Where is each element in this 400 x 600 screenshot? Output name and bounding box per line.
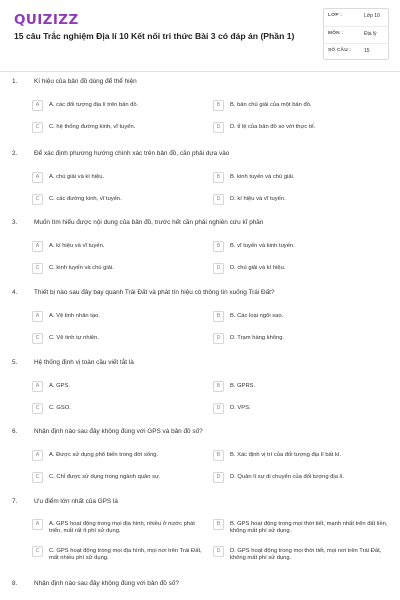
option-text: C. các đường kinh, vĩ tuyến. [49,196,122,202]
answer-option-c[interactable] [32,403,205,417]
option-letter-badge: C [32,333,43,344]
question-number: 7. [12,498,18,505]
question-text: Nhận định nào sau đây không đúng với GPS và bản đồ số? [34,428,203,435]
option-letter-badge: D [213,546,224,557]
option-text: D. VPS. [230,405,251,411]
answer-option-c[interactable] [32,194,205,208]
question-number: 4. [12,289,18,296]
question-text: Hệ thống định vị toàn cầu viết tắt là [34,359,134,366]
option-letter-badge: C [32,403,43,414]
answer-option-d[interactable] [213,403,388,417]
option-text: A. GPS hoạt động trong mọi địa hình, nhiều ở nước phát triển, mất rất ít phí sử dụng. [49,521,195,535]
page-title: 15 câu Trắc nghiệm Địa lí 10 Kết nối tri thức Bài 3 có đáp án (Phần 1) [14,31,295,41]
answer-option-b[interactable] [213,381,388,395]
answer-option-c[interactable] [32,472,205,486]
option-text: C. hệ thống đường kinh, vĩ tuyến. [49,124,136,130]
answer-option-a[interactable] [32,241,205,255]
answer-option-c[interactable] [32,546,205,568]
option-text: D. GPS hoạt động trong mọi thời tiết, mọi nơi trên Trái Đất, không mất phí sử dụng. [230,548,382,562]
info-value: Lớp 10 [364,13,380,19]
answer-option-d[interactable] [213,546,388,568]
option-letter-badge: B [213,519,224,530]
option-text: A. GPS. [49,383,70,389]
option-text: A. Được sử dụng phổ biến trong đời sống. [49,452,159,458]
answer-option-b[interactable] [213,311,388,325]
option-text: D. Trạm hàng không. [230,335,285,341]
option-letter-badge: A [32,519,43,530]
option-letter-badge: D [213,403,224,414]
option-text: D. Quản lí sự di chuyển của đối tượng địa lí. [230,474,345,480]
answer-option-b[interactable] [213,100,388,114]
question-text: Muốn tìm hiểu được nội dung của bản đồ, trước hết cần phải nghiên cứu kĩ phần [34,219,264,226]
question-number: 5. [12,359,18,366]
answer-option-b[interactable] [213,241,388,255]
option-text: A. Vệ tinh nhân tạo. [49,313,100,319]
option-text: B. Các loại ngôi sao. [230,313,284,319]
header [0,0,400,76]
option-letter-badge: C [32,194,43,205]
option-text: B. bản chú giải của một bản đồ. [230,102,312,108]
answer-option-d[interactable] [213,333,388,347]
option-letter-badge: B [213,381,224,392]
option-letter-badge: B [213,311,224,322]
answer-option-c[interactable] [32,122,205,136]
question-number: 1. [12,78,18,85]
question-number: 2. [12,150,18,157]
info-label: MÔN : [328,30,344,36]
question-text: Thiết bị nào sau đây bay quanh Trái Đất và phát tín hiệu có thông tin xuống Trái Đất? [34,289,275,296]
answer-option-a[interactable] [32,172,205,186]
quizizz-logo: QUIZIZZ [14,12,79,28]
answer-option-a[interactable] [32,519,205,541]
option-letter-badge: A [32,100,43,111]
answer-option-d[interactable] [213,263,388,277]
option-letter-badge: A [32,172,43,183]
option-letter-badge: C [32,546,43,557]
option-text: B. GPRS. [230,383,256,389]
answer-option-d[interactable] [213,194,388,208]
option-text: D. chú giải và kí hiệu. [230,265,286,271]
option-letter-badge: D [213,472,224,483]
option-letter-badge: C [32,472,43,483]
question-text: Nhận định nào sau đây không đúng với bản đồ số? [34,580,179,587]
question-number: 6. [12,428,18,435]
info-label: SỐ CÂU : [328,48,352,54]
option-letter-badge: D [213,333,224,344]
answer-option-b[interactable] [213,519,388,541]
option-letter-badge: C [32,263,43,274]
answer-option-a[interactable] [32,450,205,464]
option-letter-badge: A [32,381,43,392]
option-text: A. các đối tượng địa lí trên bản đồ. [49,102,139,108]
option-text: C. kinh tuyến và chú giải. [49,265,114,271]
option-text: C. GPS hoạt động trong mọi địa hình, mọi nơi trên Trái Đất, mất nhiều phí sử dụng. [49,548,202,562]
option-text: B. GPS hoạt động trong mọi thời tiết, mạnh nhất trên đất liền, không mất phí sử dụng. [230,521,388,535]
question-number: 3. [12,219,18,226]
answer-option-c[interactable] [32,263,205,277]
option-text: B. Xác định vị trí của đối tượng địa lí bất kì. [230,452,342,458]
answer-option-a[interactable] [32,381,205,395]
option-text: D. tỉ lệ của bản đồ so với thực tế. [230,124,316,130]
option-letter-badge: B [213,172,224,183]
option-letter-badge: A [32,450,43,461]
option-letter-badge: A [32,241,43,252]
info-row-class [324,9,388,26]
info-value: 15 [364,48,370,55]
option-text: A. chú giải và kí hiệu. [49,174,105,180]
option-text: A. kí hiệu và vĩ tuyến. [49,243,105,249]
answer-option-a[interactable] [32,100,205,114]
option-letter-badge: D [213,122,224,133]
option-text: B. kinh tuyến và chú giải. [230,174,295,180]
option-letter-badge: B [213,100,224,111]
option-text: C. GSO. [49,405,71,411]
question-number: 8. [12,580,18,587]
answer-option-c[interactable] [32,333,205,347]
option-letter-badge: D [213,263,224,274]
info-box [323,8,389,60]
answer-option-b[interactable] [213,450,388,464]
answer-option-b[interactable] [213,172,388,186]
option-text: B. vĩ tuyến và kinh tuyến. [230,243,295,249]
option-letter-badge: A [32,311,43,322]
info-value: Địa lý [364,30,377,37]
option-letter-badge: C [32,122,43,133]
info-row-subject [324,26,388,44]
question-text: Ưu điểm lớn nhất của GPS là [34,498,118,505]
header-divider [0,71,400,72]
answer-option-d[interactable] [213,122,388,136]
info-label: LỚP : [328,13,343,18]
question-text: Kí hiệu của bản đồ dùng để thể hiện [34,78,137,85]
info-row-count [324,43,388,61]
option-letter-badge: D [213,194,224,205]
option-letter-badge: B [213,241,224,252]
answer-option-a[interactable] [32,311,205,325]
question-text: Để xác định phương hướng chính xác trên bản đồ, cần phải dựa vào [34,150,230,157]
option-text: C. Vệ tinh tự nhiên. [49,335,99,341]
answer-option-d[interactable] [213,472,388,486]
option-text: C. Chỉ được sử dụng trong ngành quân sự. [49,474,161,480]
option-text: D. kí hiệu và vĩ tuyến. [230,196,286,202]
option-letter-badge: B [213,450,224,461]
